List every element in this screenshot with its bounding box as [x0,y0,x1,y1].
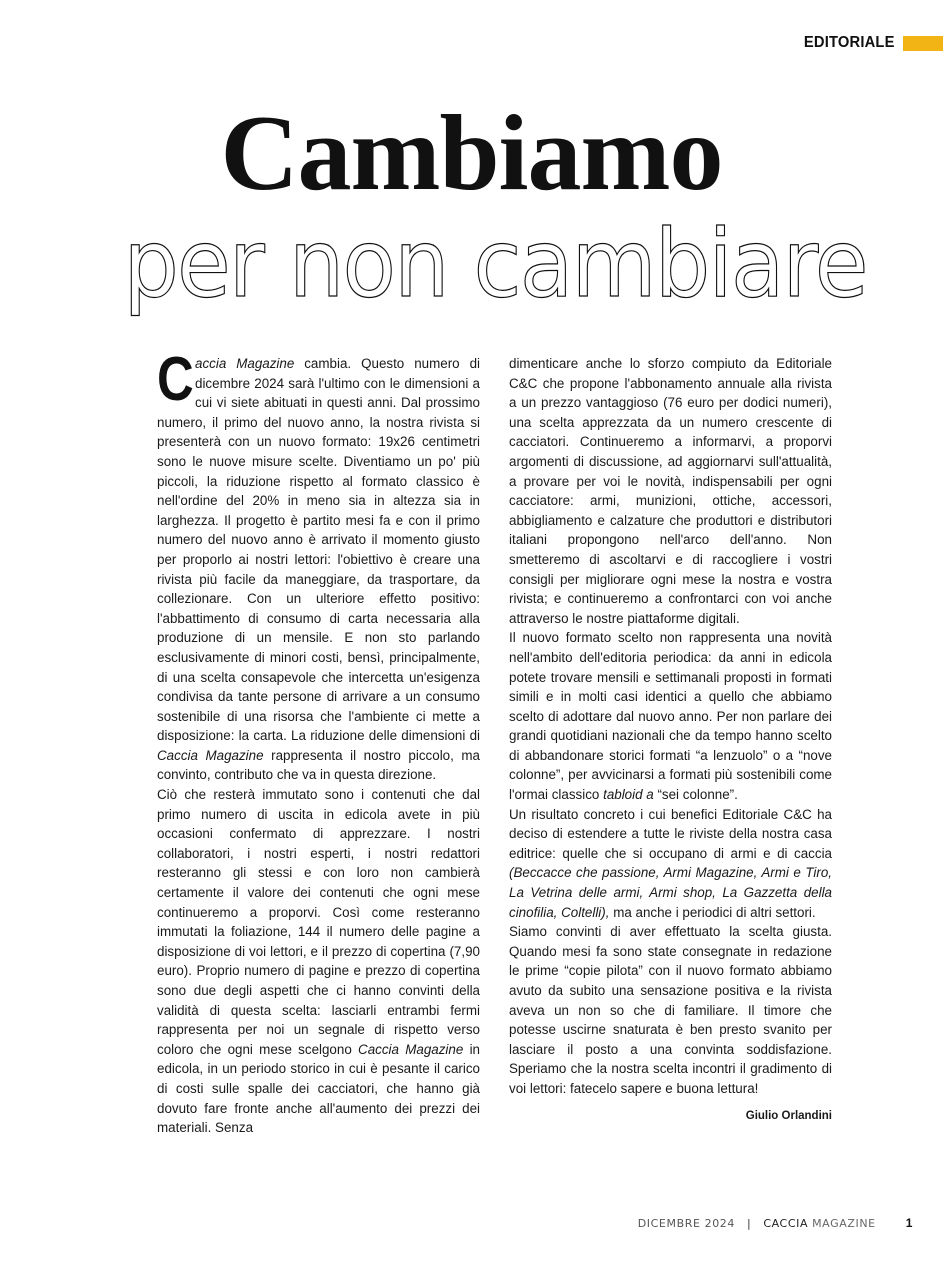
paragraph-5: Siamo convinti di aver effettuato la scelta giusta. Quando mesi fa sono state consegnate in redazione le prime “copie pilota” con il nuovo formato abbiamo avuto da subito una sensazione positiva e la rivista aveva un non so che di familiare. Il timore che potesse uscirne snaturata è ben presto svanito per lasciare il posto a una convinta soddisfazione. Speriamo che la nostra scelta incontri il gradimento di voi lettori: fatecelo sapere e buona lettura! [509,924,832,1096]
p3-text-a: Il nuovo formato scelto non rappresenta una novità nell'ambito dell'editoria periodica: da anni in edicola potete trovare mensili e settimanali proposti in formati simili e in molti casi identici a quello che abbiamo scelto di adottare dal nuovo anno. Per non parlare dei grandi quotidiani nazionali che da tempo hanno scelto di abbandonare storici formati “a lenzuolo” o a “nove colonne”, per avvicinarsi a formati più sostenibili come l'ormai classico [509,630,832,803]
page-footer [638,1216,913,1230]
headline: Cambiamo [220,94,723,213]
section-label: EDITORIALE [804,34,895,51]
paragraph-4 [509,805,832,923]
dropcap: C [157,345,194,414]
p1-italic-lead: accia Magazine [195,356,295,371]
paragraph-1 [157,345,480,785]
footer-separator: | [747,1216,752,1230]
p1-text-b: rappresenta il nostro piccolo, ma convinto, contributo che va in questa direzione. [157,747,480,783]
section-tag [796,34,943,52]
footer-magazine-name: CACCIA [763,1216,809,1230]
subtitle-text: per non cambiare [123,210,867,319]
paragraph-2-continued [509,354,832,628]
article-column-right [509,354,832,1126]
article-column-left [157,345,480,1138]
p1-text-a: cambia. Questo numero di dicembre 2024 sarà l'ultimo con le dimensioni a cui vi siete abituati in questi anni. Dal prossimo numero, il primo del nuovo anno, la nostra rivista si presenterà con un nuovo formato: 19x26 centimetri sono le nuove misure scelte. Diventiamo un po' più piccoli, la riduzione rispetto al formato classico è nell'ordine del 20% in meno sia in altezza sia in larghezza. Il progetto è partito mesi fa e con il primo numero del nuovo anno è arrivato il momento giusto per proporlo ai nostri lettori: l'obiettivo è creare una rivista più facile da maneggiare, da trasportare, da collezionare. Con un ulteriore effetto positivo: l'abbattimento di consumo di carta necessaria alla produzione di un mensile. E non sto parlando esclusivamente di minori costi, bensì, principalmente, di una scelta consapevole che intercetta un'esigenza condivisa da tante persone di arrivare a un consumo sostenibile di una risorsa che l'ambiente ci mette a disposizione: la carta. La riduzione delle dimensioni di [157,356,480,744]
paragraph-3 [509,628,832,804]
footer-magazine-name-suffix: MAGAZINE [812,1216,876,1230]
p3-text-b: “sei colonne”. [653,787,738,803]
p1-italic-b: Caccia Magazine [157,747,264,763]
p2-italic: Caccia Magazine [358,1041,464,1057]
p4-italic: (Beccacce che passione, Armi Magazine, Armi e Tiro, La Vetrina delle armi, Armi shop, La Gazzetta della cinofilia, Coltelli), [509,865,832,920]
p4-text-b: ma anche i periodici di altri settori. [609,904,816,920]
p2-text-b-left: in edicola, in un periodo storico in cui è pesante il carico di costi sulle spalle dei cacciatori, che hanno già dovuto fare fronte anche all'aumento dei prezzi dei materiali. Senza [157,1041,480,1136]
p4-text-a: Un risultato concreto i cui benefici Editoriale C&C ha deciso di estendere a tutte le riviste della nostra casa editrice: quelle che si occupano di armi e di caccia [509,806,832,861]
p2-text-a: Ciò che resterà immutato sono i contenuti che dal primo numero di uscita in edicola avete in più occasioni confermato di apprezzare. I nostri collaboratori, i nostri esperti, i nostri redattori resteranno gli stessi e con loro non cambierà certamente il valore dei contenuti che ogni mese continueremo a proporvi. Così come resteranno immutati la foliazione, 144 il numero delle pagine a disposizione di voi lettori, e il prezzo di copertina (7,90 euro). Proprio numero di pagine e prezzo di copertina sono due degli aspetti che ci hanno convinti della validità di questa scelta: lasciarli entrambi fermi rappresenta per noi un segnale di rispetto verso coloro che ogni mese scelgono [157,787,480,1057]
p3-italic: tabloid a [603,787,654,803]
paragraph-2 [157,785,480,1138]
p2-text-b-right: dimenticare anche lo sforzo compiuto da Editoriale C&C che propone l'abbonamento annuale alla rivista a un prezzo vantaggioso (76 euro per dodici numeri), una scelta apprezzata da un numero crescente di cacciatori. Continueremo a informarvi, a proporvi argomenti di discussione, ad aggiornarvi sull'attualità, a provare per voi le novità, indispensabili per ogni cacciatore: armi, munizioni, ottiche, accessori, abbigliamento e calzature che produttori e distributori italiani propongono nell'arco dell'anno. Non smetteremo di ascoltarvi e di raccogliere i vostri consigli per migliorare ogni mese la nostra e vostra rivista; e continueremo a confrontarci con voi anche attraverso le nostre piattaforme digitali. [509,356,832,626]
page-number: 1 [905,1216,913,1230]
author-signature: Giulio Orlandini [745,1109,832,1122]
section-accent-bar [903,36,943,51]
headline-subtitle [35,210,943,319]
footer-issue-date: DICEMBRE 2024 [637,1216,736,1230]
